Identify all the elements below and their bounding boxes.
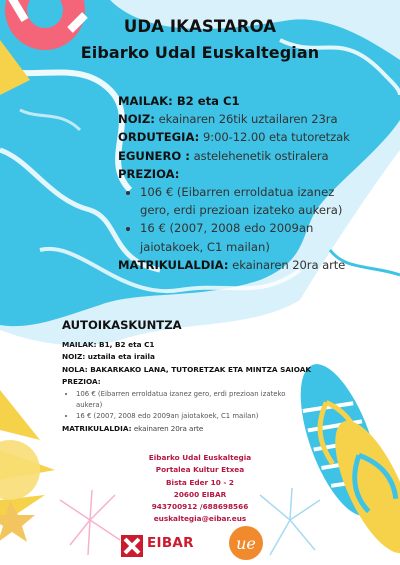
contact-name: Eibarko Udal Euskaltegia: [148, 453, 252, 462]
self-study-levels: MAILAK: B1, B2 eta C1: [62, 340, 155, 349]
contact-city: 20600 EIBAR: [173, 489, 227, 499]
self-study-price-label: PREZIOA:: [62, 376, 101, 386]
self-study-price-item-2: • 16 € (2007, 2008 edo 2009an jaiotakoek, C1 mailan): [76, 411, 332, 422]
contact-info: [0, 452, 400, 526]
days-row: [118, 147, 396, 165]
contact-email: euskaltegia@eibar.eus: [153, 514, 247, 524]
days-label: EGUNERO :: [118, 148, 190, 163]
self-study-enrollment: [62, 423, 332, 435]
contact-street: Bista Eder 10 - 2: [166, 477, 234, 487]
title-line-1: UDA IKASTAROA: [123, 17, 277, 36]
levels-row: [118, 92, 396, 110]
price-item-1-line-2: gero, erdi prezioan izateko aukera): [140, 203, 343, 218]
schedule-row: [118, 128, 396, 146]
self-study-enrollment-label: MATRIKULALDIA:: [62, 424, 132, 434]
price-row: [118, 165, 396, 183]
contact-phone: 943700912 /688698566: [151, 502, 249, 512]
enrollment-value: ekainaren 20ra arte: [232, 257, 346, 272]
enrollment-row: [118, 256, 396, 274]
price-label: PREZIOA:: [118, 166, 180, 181]
price-item-1-line-1: 106 € (Eibarren erroldatua izanez: [140, 185, 335, 200]
enrollment-label: MATRIKULALDIA:: [118, 257, 229, 272]
levels-label: MAILAK: B2 eta C1: [118, 94, 240, 108]
self-study-section: [62, 318, 332, 435]
days-value: astelehenetik ostiralera: [193, 148, 329, 163]
schedule-value: 9:00-12.00 eta tutoretzak: [203, 130, 350, 145]
ue-logo: [228, 525, 264, 561]
self-study-dates: NOIZ: uztaila eta iraila: [62, 352, 155, 362]
self-study-title: AUTOIKASKUNTZA: [62, 318, 182, 332]
course-details: [118, 92, 396, 274]
eibar-cross-icon: [121, 535, 143, 557]
dates-row: [118, 110, 396, 128]
price-item-2: [140, 219, 396, 255]
eibar-logo-text: EIBAR: [147, 535, 194, 551]
self-study-price-list: [62, 389, 332, 422]
contact-venue: Portalea Kultur Etxea: [155, 465, 245, 475]
dates-label: NOIZ:: [118, 112, 155, 127]
self-study-method: NOLA: BAKARKAKO LANA, TUTORETZAK ETA MINTZA SAIOAK: [62, 364, 312, 374]
price-item-2-line-2: jaiotakoek, C1 mailan): [140, 239, 270, 254]
self-study-price-1-line-1: 106 € (Eibarren erroldatua izanez gero, erdi prezioan izateko: [76, 390, 286, 399]
dates-value: ekainaren 26tik uztailaren 23ra: [158, 112, 338, 127]
title-line-2: Eibarko Udal Euskaltegian: [80, 43, 320, 62]
self-study-price-item-1: [76, 389, 332, 411]
poster-title: [0, 14, 400, 66]
price-item-1: [140, 183, 396, 219]
ue-logo-text: ue: [236, 534, 256, 553]
price-list: [118, 183, 396, 256]
price-item-2-line-1: 16 € (2007, 2008 edo 2009an: [140, 221, 314, 236]
self-study-enrollment-value: ekainaren 20ra arte: [133, 424, 204, 434]
schedule-label: ORDUTEGIA:: [118, 130, 200, 145]
self-study-price-1-line-2: aukera): [76, 401, 103, 410]
eibar-logo: [121, 530, 229, 560]
